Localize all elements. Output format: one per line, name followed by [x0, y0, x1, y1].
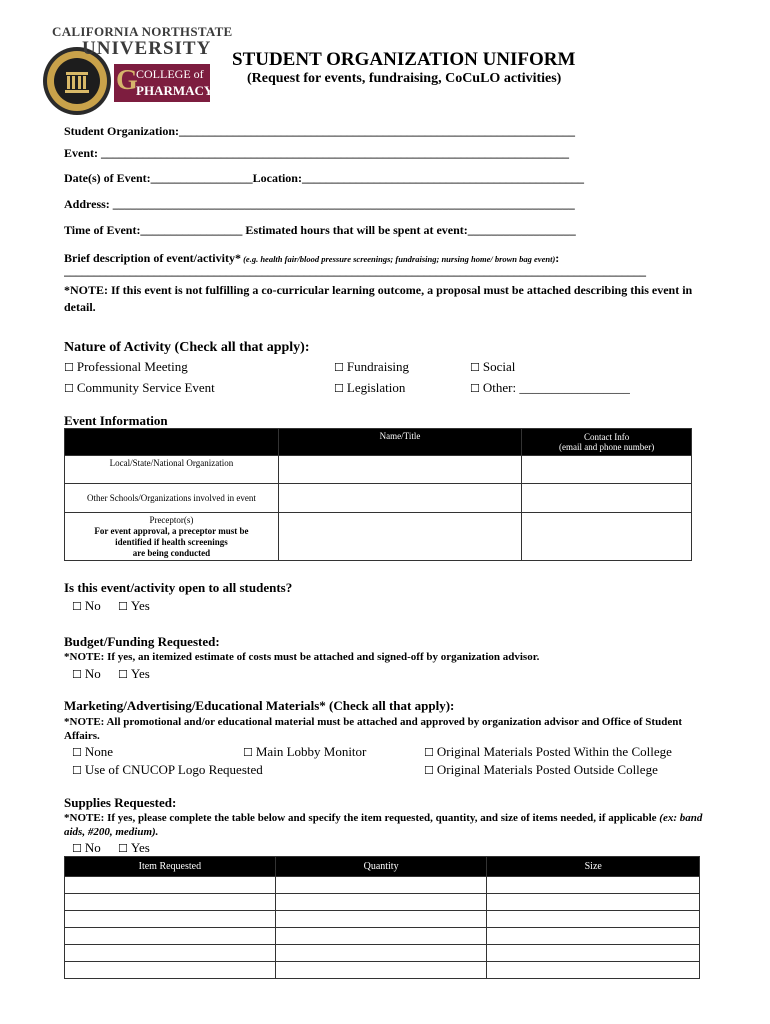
checkbox-icon: ☐	[470, 361, 480, 374]
cell-input[interactable]	[522, 456, 692, 484]
university-logo	[42, 24, 233, 116]
address-field[interactable]: Address: _____________________________________________________________________________	[64, 197, 575, 211]
table-row	[65, 962, 700, 979]
supplies-no-option[interactable]: ☐ No	[72, 840, 101, 855]
checkbox-icon: ☐	[72, 764, 82, 777]
marketing-lobby-monitor-option[interactable]: ☐ Main Lobby Monitor	[243, 744, 367, 759]
cell-input[interactable]	[487, 894, 700, 911]
cell-input[interactable]	[65, 877, 276, 894]
logo-line1: CALIFORNIA NORTHSTATE	[52, 24, 233, 39]
header-quantity: Quantity	[275, 857, 487, 877]
checkbox-icon: ☐	[72, 600, 82, 613]
form-title: STUDENT ORGANIZATION UNIFORM	[232, 49, 576, 70]
marketing-none-option[interactable]: ☐ None	[72, 744, 114, 759]
checkbox-icon: ☐	[64, 361, 74, 374]
cell-input[interactable]	[487, 945, 700, 962]
checkbox-icon: ☐	[424, 764, 434, 777]
student-organization-field[interactable]: Student Organization:__________________________________________________________________	[64, 124, 576, 138]
cell-input[interactable]	[65, 945, 276, 962]
table-row	[65, 484, 692, 513]
header-item-requested: Item Requested	[65, 857, 276, 877]
cell-input[interactable]	[275, 894, 487, 911]
table-row	[65, 911, 700, 928]
checkbox-icon: ☐	[118, 600, 128, 613]
option-social[interactable]: ☐ Social	[470, 359, 516, 374]
option-legislation[interactable]: ☐ Legislation	[334, 380, 406, 395]
header-size: Size	[487, 857, 700, 877]
form-subtitle: (Request for events, fundraising, CoCuLO activities)	[247, 71, 562, 86]
pharmacy-label: PHARMACY	[136, 83, 214, 98]
marketing-posted-within-option[interactable]: ☐ Original Materials Posted Within the College	[424, 744, 672, 759]
supplies-yes-option[interactable]: ☐ Yes	[118, 840, 150, 855]
option-fundraising[interactable]: ☐ Fundraising	[334, 359, 409, 374]
checkbox-icon: ☐	[64, 382, 74, 395]
cell-input[interactable]	[522, 513, 692, 561]
checkbox-icon: ☐	[334, 382, 344, 395]
brief-description-field[interactable]: _________________________________________________________________________________________________	[64, 264, 646, 278]
cell-input[interactable]	[278, 513, 521, 561]
table-row	[65, 928, 700, 945]
cell-input[interactable]	[275, 962, 487, 979]
header-name-title: Name/Title	[278, 429, 521, 456]
marketing-posted-outside-option[interactable]: ☐ Original Materials Posted Outside College	[424, 762, 658, 777]
brief-description-colon: :	[555, 251, 560, 265]
cell-input[interactable]	[278, 456, 521, 484]
open-to-all-heading: Is this event/activity open to all students?	[64, 580, 293, 595]
cell-input[interactable]	[65, 928, 276, 945]
event-field[interactable]: Event: ______________________________________________________________________________	[64, 146, 569, 160]
cell-input[interactable]	[487, 962, 700, 979]
budget-note: *NOTE: If yes, an itemized estimate of costs must be attached and signed-off by organization advisor.	[64, 651, 540, 663]
college-g-mark: G	[116, 65, 138, 96]
brief-description-text: Brief description of event/activity*	[64, 251, 241, 265]
checkbox-icon: ☐	[72, 842, 82, 855]
cell-input[interactable]	[487, 877, 700, 894]
cell-input[interactable]	[522, 484, 692, 513]
option-community-service[interactable]: ☐ Community Service Event	[64, 380, 215, 395]
logo-line2: UNIVERSITY	[82, 38, 212, 59]
supplies-heading: Supplies Requested:	[64, 795, 177, 810]
table-row	[65, 456, 692, 484]
table-row	[65, 894, 700, 911]
date-location-field[interactable]: Date(s) of Event:_________________Location:_______________________________________________	[64, 171, 584, 185]
open-yes-option[interactable]: ☐ Yes	[118, 598, 150, 613]
cocurricular-note: *NOTE: If this event is not fulfilling a co-curricular learning outcome, a proposal must be attached describing this event in detail.	[64, 283, 693, 314]
checkbox-icon: ☐	[243, 746, 253, 759]
checkbox-icon: ☐	[470, 382, 480, 395]
brief-description-example: (e.g. health fair/blood pressure screenings; fundraising; nursing home/ brown bag event)	[240, 254, 556, 264]
budget-yes-option[interactable]: ☐ Yes	[118, 666, 150, 681]
time-hours-field[interactable]: Time of Event:_________________ Estimated hours that will be spent at event:__________________	[64, 223, 576, 237]
checkbox-icon: ☐	[334, 361, 344, 374]
nature-of-activity-heading: Nature of Activity (Check all that apply):	[64, 340, 310, 355]
cell-input[interactable]	[65, 894, 276, 911]
marketing-logo-option[interactable]: ☐ Use of CNUCOP Logo Requested	[72, 762, 263, 777]
header-contact-info: Contact Info (email and phone number)	[522, 429, 692, 456]
option-other[interactable]: ☐ Other: _________________	[470, 380, 630, 395]
cell-input[interactable]	[278, 484, 521, 513]
table-row	[65, 513, 692, 561]
supplies-table	[64, 856, 700, 979]
checkbox-icon: ☐	[424, 746, 434, 759]
college-of-pharmacy-box	[114, 64, 214, 102]
event-information-heading: Event Information	[64, 413, 168, 428]
open-no-option[interactable]: ☐ No	[72, 598, 101, 613]
checkbox-icon: ☐	[118, 842, 128, 855]
budget-heading: Budget/Funding Requested:	[64, 634, 220, 649]
cell-input[interactable]	[275, 877, 487, 894]
budget-no-option[interactable]: ☐ No	[72, 666, 101, 681]
cell-input[interactable]	[275, 928, 487, 945]
cell-input[interactable]	[65, 962, 276, 979]
header-blank	[65, 429, 279, 456]
checkbox-icon: ☐	[72, 746, 82, 759]
marketing-heading: Marketing/Advertising/Educational Materials* (Check all that apply):	[64, 698, 455, 713]
cell-input[interactable]	[275, 911, 487, 928]
cell-input[interactable]	[65, 911, 276, 928]
table-header-row	[65, 429, 692, 456]
row-label-organization: Local/State/National Organization	[65, 456, 279, 484]
cell-input[interactable]	[487, 911, 700, 928]
checkbox-icon: ☐	[72, 668, 82, 681]
row-label-other-schools: Other Schools/Organizations involved in event	[65, 484, 279, 513]
table-row	[65, 945, 700, 962]
option-professional-meeting[interactable]: ☐ Professional Meeting	[64, 359, 188, 374]
college-of-label: COLLEGE of	[136, 67, 204, 81]
cell-input[interactable]	[487, 928, 700, 945]
row-label-preceptors: Preceptor(s) For event approval, a preceptor must be identified if health screenings are being conducted	[65, 513, 279, 561]
event-information-table	[64, 428, 692, 561]
cell-input[interactable]	[275, 945, 487, 962]
table-header-row	[65, 857, 700, 877]
marketing-note: *NOTE: All promotional and/or educational material must be attached and approved by organization advisor and Office of Student Affairs.	[64, 716, 682, 742]
supplies-note: *NOTE: If yes, please complete the table below and specify the item requested, quantity, and size of items needed, if applicable (ex: band aids, #200, medium).	[64, 812, 703, 838]
checkbox-icon: ☐	[118, 668, 128, 681]
table-row	[65, 877, 700, 894]
